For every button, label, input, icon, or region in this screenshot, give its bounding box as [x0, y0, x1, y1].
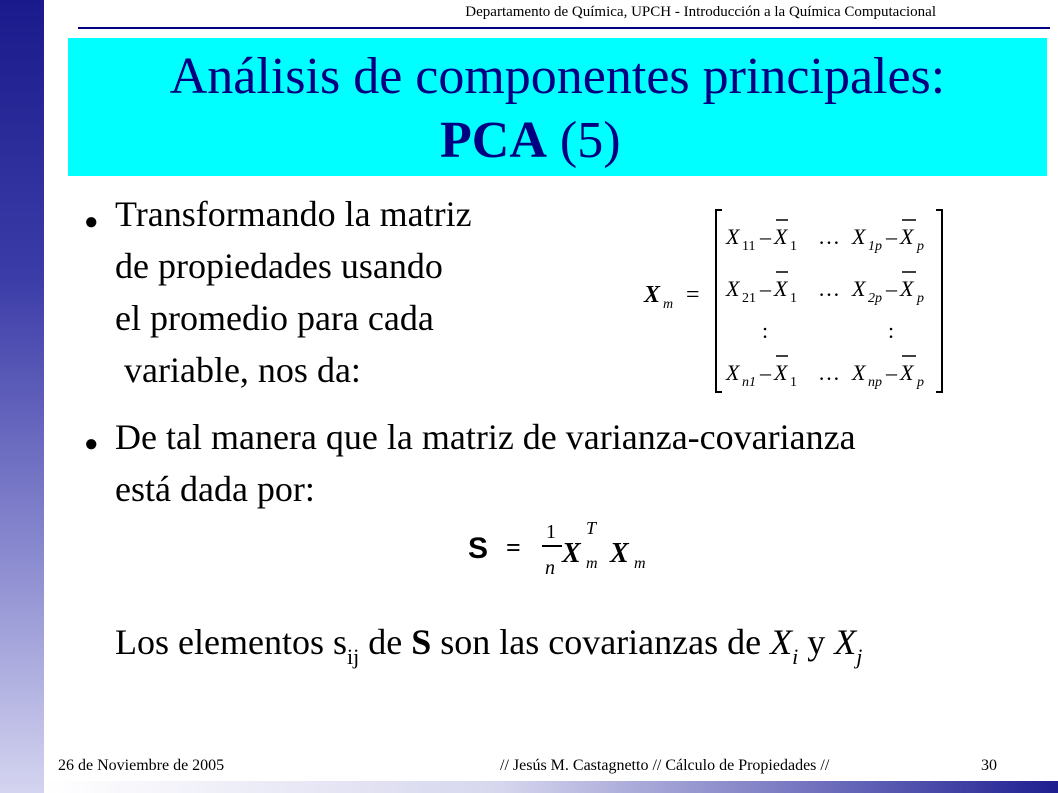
svg-text:X: X	[900, 276, 914, 301]
matrix-right-bracket	[936, 210, 942, 392]
svg-text:1: 1	[790, 239, 797, 254]
header-divider	[78, 27, 1050, 29]
svg-text:X: X	[774, 276, 788, 301]
svg-text:–: –	[886, 224, 897, 249]
matrix-left-bracket	[716, 210, 722, 392]
covariance-formula	[462, 506, 682, 590]
slide-header: Departamento de Química, UPCH - Introducción a la Química Computacional	[465, 4, 936, 20]
svg-text:…: …	[818, 360, 840, 385]
matrix-lhs-sub: m	[663, 297, 674, 312]
covariance-note: Los elementos $s_{ij}$ de S son las covarianzas de $X_i$ y $X_j$	[115, 622, 863, 669]
svg-text:21: 21	[742, 291, 756, 306]
bullet-1-line-1: Transformando la matriz	[115, 194, 472, 234]
svg-text:X: X	[900, 224, 914, 249]
cov-sub1: m	[586, 555, 598, 572]
svg-text:X: X	[726, 360, 740, 385]
cov-sub2: m	[634, 555, 646, 572]
cov-sup: T	[586, 518, 597, 538]
svg-text:–: –	[760, 360, 771, 385]
left-decor-bar	[0, 0, 44, 793]
svg-text:X: X	[774, 360, 788, 385]
svg-text:p: p	[917, 291, 924, 306]
cov-lhs: S	[468, 532, 489, 565]
mean-centered-matrix-formula	[636, 198, 956, 398]
bottom-decor-bar	[44, 781, 1058, 793]
svg-text:X: X	[852, 276, 866, 301]
bullet-2-line-2: está dada por:	[115, 469, 315, 509]
page-number: 30	[981, 757, 997, 774]
title-line-1: Análisis de componentes principales:	[169, 48, 946, 105]
title-number: (5)	[546, 112, 621, 169]
svg-text:n1: n1	[742, 375, 756, 390]
svg-text:np: np	[868, 375, 882, 390]
matrix-row-3	[725, 356, 924, 390]
title-line-2	[440, 110, 621, 172]
svg-text:–: –	[760, 224, 771, 249]
footer-date: 26 de Noviembre de 2005	[58, 757, 225, 774]
svg-text:X: X	[726, 224, 740, 249]
svg-text:X: X	[852, 224, 866, 249]
svg-text:X: X	[726, 276, 740, 301]
cov-numerator: 1	[546, 521, 556, 543]
cov-equals: =	[506, 533, 521, 562]
svg-text:p: p	[917, 375, 924, 390]
svg-text:11: 11	[742, 239, 756, 254]
svg-text:2p: 2p	[868, 291, 882, 306]
cov-x1: X	[562, 538, 581, 569]
footer-author: // Jesús M. Castagnetto // Cálculo de Propiedades //	[500, 757, 830, 774]
title-pca: PCA	[440, 112, 547, 169]
matrix-vdots-2: :	[888, 318, 895, 343]
svg-text:1: 1	[790, 291, 797, 306]
svg-text:–: –	[886, 276, 897, 301]
bullet-dot-1: ●	[84, 209, 99, 235]
matrix-row-1	[725, 220, 924, 254]
svg-text:1: 1	[790, 375, 797, 390]
svg-text:X: X	[774, 224, 788, 249]
svg-text:p: p	[917, 239, 924, 254]
matrix-row-2	[725, 272, 924, 306]
bullet-1-line-3: el promedio para cada	[115, 298, 434, 338]
title-box	[68, 38, 1047, 176]
svg-text:X: X	[852, 360, 866, 385]
matrix-equals: =	[686, 282, 700, 308]
svg-text:X: X	[900, 360, 914, 385]
svg-text:–: –	[760, 276, 771, 301]
bullet-1-line-4: variable, nos da:	[115, 350, 361, 390]
bullet-1-line-2: de propiedades usando	[115, 246, 443, 286]
svg-text:–: –	[886, 360, 897, 385]
matrix-vdots-1: :	[762, 318, 769, 343]
matrix-lhs: X	[644, 282, 661, 308]
cov-denominator: n	[545, 557, 555, 579]
cov-x2: X	[610, 538, 629, 569]
svg-text:…: …	[818, 224, 840, 249]
bullet-dot-2: ●	[84, 431, 99, 457]
bullet-2-line-1: De tal manera que la matriz de varianza-covarianza	[115, 417, 856, 457]
svg-text:1p: 1p	[868, 239, 882, 254]
svg-text:…: …	[818, 276, 840, 301]
